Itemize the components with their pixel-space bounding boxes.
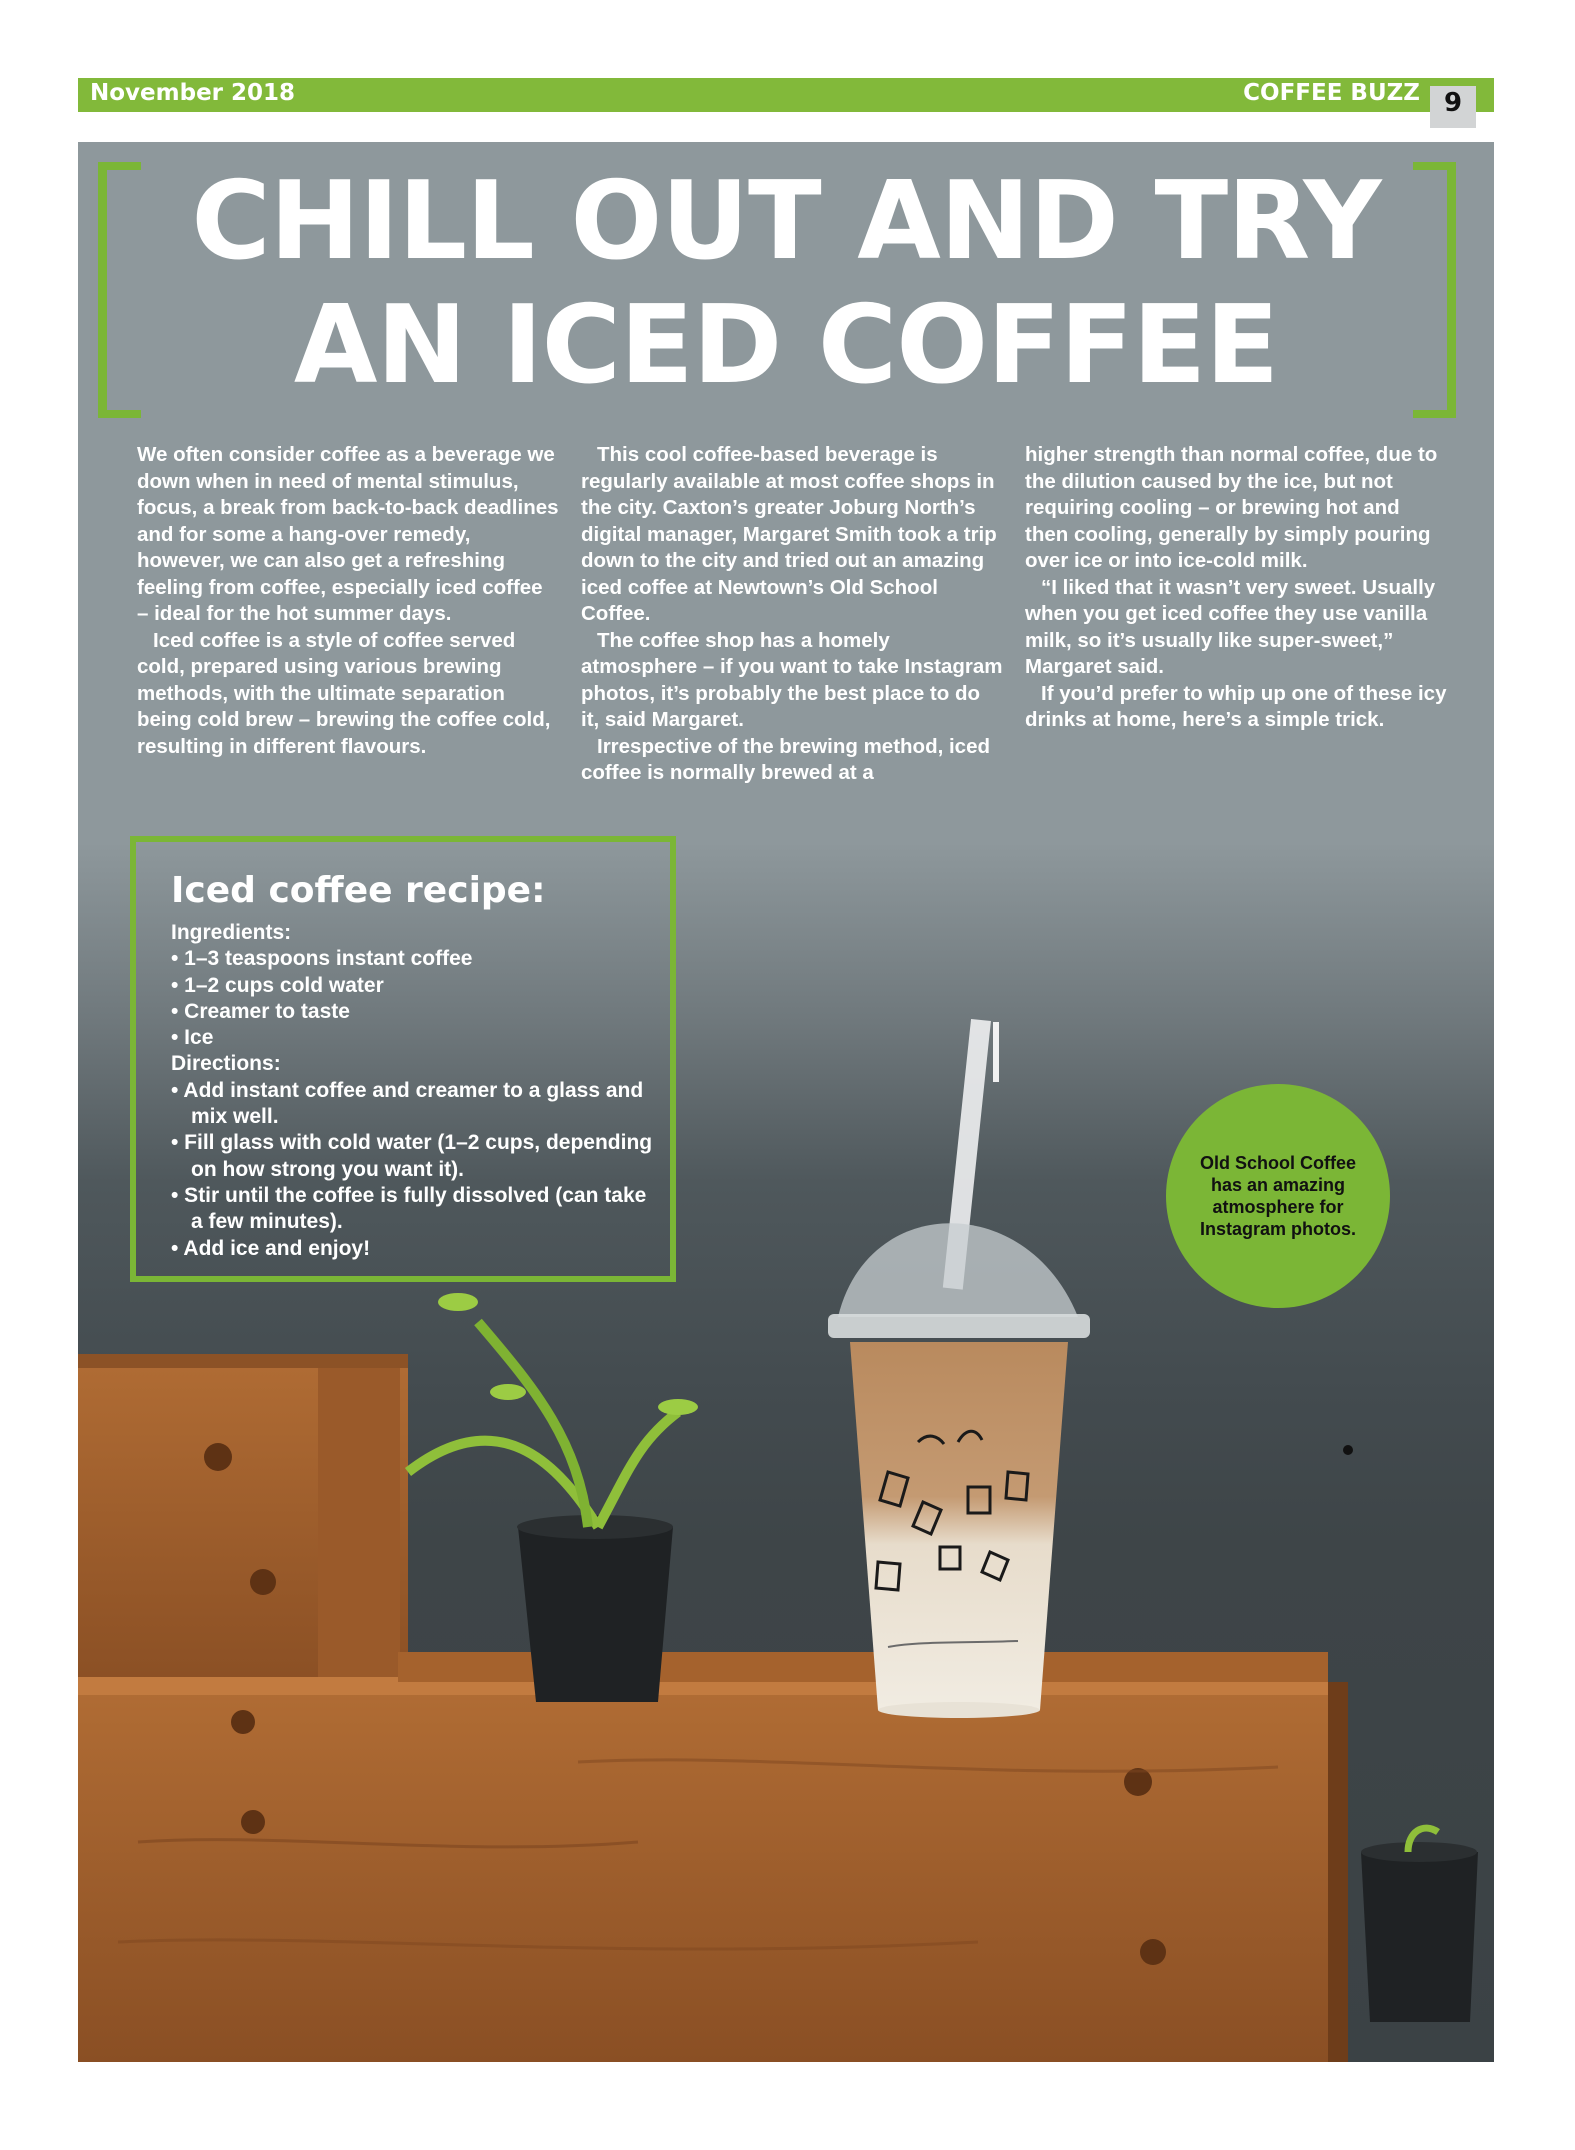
list-item: • Add ice and enjoy! (171, 1236, 371, 1260)
recipe-body (171, 920, 661, 1262)
issue-date: November 2018 (90, 80, 296, 106)
paragraph: Iced coffee is a style of coffee served cold, prepared using various brewing methods, with the ultimate separation being cold brew – brewing the coffee cold, resulting in different flavours. (137, 628, 551, 758)
list-item: • Add instant coffee and creamer to a glass and mix well. (171, 1078, 644, 1129)
photo-caption-badge (1166, 1084, 1390, 1308)
headline-line-2: AN ICED COFFEE (293, 283, 1279, 408)
list-item: • Ice (171, 1026, 214, 1050)
list-item: • Stir until the coffee is fully dissolved (can take a few minutes). (171, 1183, 647, 1234)
list-item: • 1–3 teaspoons instant coffee (171, 947, 473, 971)
list-item: • Creamer to taste (171, 999, 350, 1023)
potted-plant-icon (408, 1293, 698, 1702)
paragraph: higher strength than normal coffee, due to the dilution caused by the ice, but not requiring cooling – or brewing hot and then cooling, generally by simply pouring over ice or into ice-cold milk. (1025, 443, 1438, 572)
ingredients-list (171, 946, 661, 1051)
paragraph: If you’d prefer to whip up one of these icy drinks at home, here’s a simple trick. (1025, 681, 1447, 731)
directions-label: Directions: (171, 1052, 281, 1076)
article-column-3 (1025, 442, 1447, 734)
article-panel (78, 142, 1494, 2062)
list-item: • Fill glass with cold water (1–2 cups, depending on how strong you want it). (171, 1131, 653, 1181)
list-item: • 1–2 cups cold water (171, 973, 384, 997)
wooden-box-icon (78, 1354, 1348, 2062)
photo-caption: Old School Coffee has an amazing atmosphere for Instagram photos. (1199, 1153, 1356, 1239)
paragraph: We often consider coffee as a beverage we down when in need of mental stimulus, focus, a break from back-to-back deadlines and for some a hang-over remedy, however, we can also get a refreshing feeling from coffee, especially iced coffee – ideal for the hot summer days. (137, 443, 559, 625)
paragraph: “I liked that it wasn’t very sweet. Usually when you get iced coffee they use vanilla milk, so it’s usually like super-sweet,” Margaret said. (1025, 575, 1436, 678)
iced-coffee-cup-icon (828, 1223, 1090, 1718)
paragraph: The coffee shop has a homely atmosphere – if you want to take Instagram photos, it’s probably the best place to do it, said Margaret. (581, 628, 1003, 731)
paragraph: This cool coffee-based beverage is regularly available at most coffee shops in the city. Caxton’s greater Joburg North’s digital manager, Margaret Smith took a trip down to the city and tried out an amazing iced coffee at Newtown’s Old School Coffee. (581, 443, 997, 625)
article-column-1 (137, 442, 559, 760)
page-number: 9 (1443, 88, 1463, 118)
small-plant-icon (1361, 1828, 1478, 2022)
headline-bracket-left (98, 162, 141, 418)
ingredients-label: Ingredients: (171, 921, 292, 944)
paragraph: Irrespective of the brewing method, iced coffee is normally brewed at a (581, 734, 991, 784)
directions-list (171, 1078, 661, 1262)
section-title: COFFEE BUZZ (1243, 80, 1420, 106)
recipe-title: Iced coffee recipe: (171, 870, 546, 911)
headline-line-1: CHILL OUT AND TRY (191, 159, 1381, 284)
headline (138, 160, 1434, 408)
article-column-2 (581, 442, 1003, 787)
